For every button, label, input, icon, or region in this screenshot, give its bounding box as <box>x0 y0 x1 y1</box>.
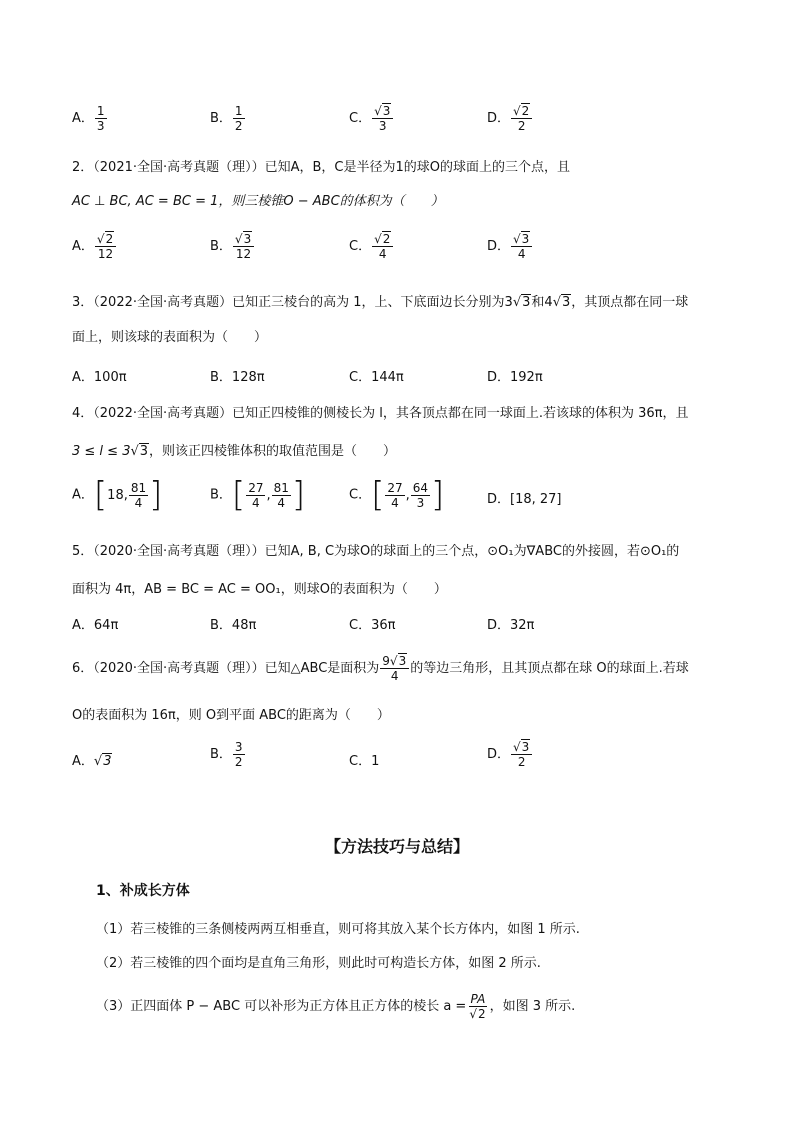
q3-stem-line2: 面上，则该球的表面积为（ ） <box>72 330 268 345</box>
q5-stem-line2: 面积为 4π，AB = BC = AC = OO₁，则球O的表面积为（ ） <box>72 582 447 597</box>
q3-option-c: C．144π <box>349 370 404 385</box>
subsection-title: 1、补成长方体 <box>96 883 190 899</box>
method-paragraph-3: （3）正四面体 P − ABC 可以补形为正方体且正方体的棱长 a = $\frac{PA}{√2}$ ，如图 3 所示. <box>96 992 576 1021</box>
q3-options <box>72 366 672 386</box>
q4-option-a: A． [ 18, $\frac{81}{4}$ ] <box>72 475 163 515</box>
q6-option-a: A．√3 <box>72 754 112 769</box>
q2-stem-line2: AC ⊥ BC, AC = BC = 1，则三棱锥O − ABC的体积为（ ） <box>72 194 444 209</box>
q5-option-d: D．32π <box>487 618 535 633</box>
q6-option-c: C．1 <box>349 754 380 769</box>
q5-stem-line1: 5．（2020·全国·高考真题（理））已知A, B, C为球O的球面上的三个点，⊙O₁为∇ABC的外接圆，若⊙O₁的 <box>72 544 680 559</box>
method-paragraph-1: （1）若三棱锥的三条侧棱两两互相垂直，则可将其放入某个长方体内，如图 1 所示. <box>96 922 580 937</box>
q5-option-c: C．36π <box>349 618 396 633</box>
q1-option-c: C． $\frac{√3}{3}$ <box>349 104 394 133</box>
q6-option-d: D． $\frac{√3}{2}$ <box>487 740 533 769</box>
method-paragraph-2: （2）若三棱锥的四个面均是直角三角形，则此时可构造长方体，如图 2 所示. <box>96 956 541 971</box>
section-title: 【方法技巧与总结】 <box>324 837 469 856</box>
q2-option-d: D． $\frac{√3}{4}$ <box>487 232 533 261</box>
q4-stem-line1: 4．（2022·全国·高考真题）已知正四棱锥的侧棱长为 l，其各顶点都在同一球面上.若该球的体积为 36π，且 <box>72 406 689 421</box>
q2-option-c: C． $\frac{√2}{4}$ <box>349 232 394 261</box>
q6-stem-line2: O的表面积为 16π，则 O到平面 ABC的距离为（ ） <box>72 708 390 723</box>
q3-option-a: A．100π <box>72 370 127 385</box>
q3-option-b: B．128π <box>210 370 265 385</box>
q6-options <box>72 740 672 780</box>
q2-option-a: A． $\frac{√2}{12}$ <box>72 232 117 261</box>
q6-stem-line1: 6．（2020·全国·高考真题（理））已知△ABC是面积为 $\frac{9√3}{4}$ 的等边三角形，且其顶点都在球 O的球面上.若球 <box>72 654 689 683</box>
q5-option-b: B．48π <box>210 618 257 633</box>
q4-option-d: D．[18, 27] <box>487 492 562 507</box>
q2-stem-line1: 2．（2021·全国·高考真题（理））已知A，B，C是半径为1的球O的球面上的三个点，且 <box>72 160 571 175</box>
q5-options <box>72 614 672 634</box>
q4-stem-line2: 3 ≤ l ≤ 3√3，则该正四棱锥体积的取值范围是（ ） <box>72 444 397 459</box>
q6-option-b: B． $\frac{3}{2}$ <box>210 740 243 769</box>
q4-option-c: C． [ $\frac{27}{4}$ , $\frac{64}{3}$ ] <box>349 475 445 515</box>
q1-option-a: A． $\frac{1}{3}$ <box>72 104 105 133</box>
q4-options <box>72 475 672 518</box>
q2-options <box>72 232 672 268</box>
q3-option-d: D．192π <box>487 370 543 385</box>
q3-stem-line1: 3．（2022·全国·高考真题）已知正三棱台的高为 1，上、下底面边长分别为3√3和4√3，其顶点都在同一球 <box>72 295 689 310</box>
q2-option-b: B． $\frac{√3}{12}$ <box>210 232 255 261</box>
q1-option-d: D． $\frac{√2}{2}$ <box>487 104 533 133</box>
q1-option-b: B． $\frac{1}{2}$ <box>210 104 243 133</box>
q5-option-a: A．64π <box>72 618 119 633</box>
q4-option-b: B． [ $\frac{27}{4}$ , $\frac{81}{4}$ ] <box>210 475 306 515</box>
